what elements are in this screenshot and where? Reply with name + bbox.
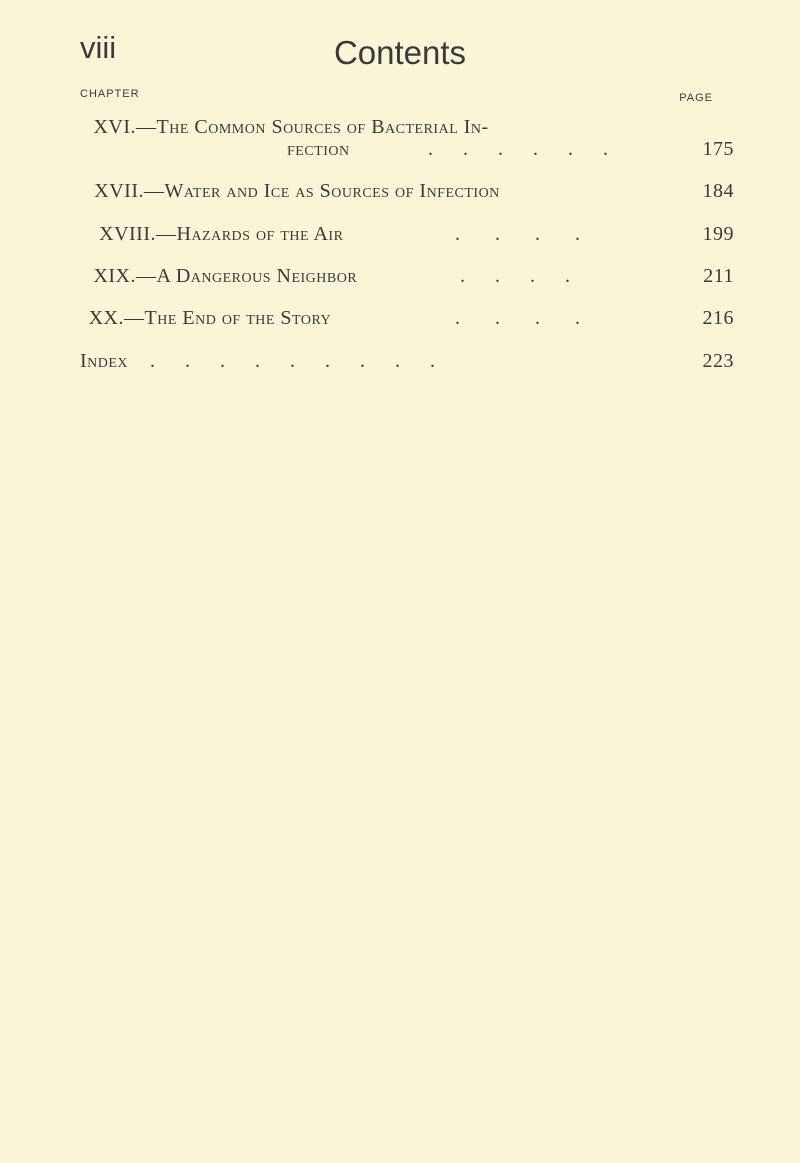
chapter-number: XVII. <box>94 180 144 202</box>
toc-entry <box>0 176 800 206</box>
chapter-number: XX. <box>88 307 124 329</box>
chapter-number: XIX. <box>93 265 136 287</box>
page-ref: 216 <box>702 307 734 329</box>
toc-entry <box>0 219 800 249</box>
toc-entry <box>0 261 800 291</box>
page-column-label: PAGE <box>679 92 713 104</box>
index-title: Index <box>80 350 129 372</box>
chapter-title: —Water and Ice as Sources of Infection <box>144 180 500 202</box>
chapter-number: XVI. <box>93 116 136 138</box>
page-title: Contents <box>333 34 467 71</box>
page-ref: 223 <box>702 350 734 372</box>
page-ref: 175 <box>702 138 734 160</box>
chapter-title-continuation: fection <box>287 138 350 160</box>
chapter-title: —Hazards of the Air <box>156 223 344 245</box>
chapter-title: —The Common Sources of Bacterial In- <box>136 116 489 138</box>
dot-leader: . . . . . . . . . <box>150 350 435 372</box>
page-number: viii <box>80 30 117 65</box>
page-ref: 199 <box>702 223 734 245</box>
toc-entry <box>0 303 800 333</box>
dot-leader: . . . . <box>455 307 580 329</box>
page-ref: 211 <box>703 265 734 287</box>
page-ref: 184 <box>702 180 734 202</box>
toc-entry-leader <box>0 134 800 164</box>
toc-entry-index <box>0 346 800 376</box>
dot-leader: . . . . . . <box>428 138 608 160</box>
dot-leader: . . . . <box>455 223 580 245</box>
chapter-number: XVIII. <box>99 223 156 245</box>
chapter-title: —A Dangerous Neighbor <box>136 265 358 287</box>
chapter-title: —The End of the Story <box>124 307 332 329</box>
chapter-column-label: CHAPTER <box>80 88 140 100</box>
dot-leader: . . . . <box>460 265 570 287</box>
